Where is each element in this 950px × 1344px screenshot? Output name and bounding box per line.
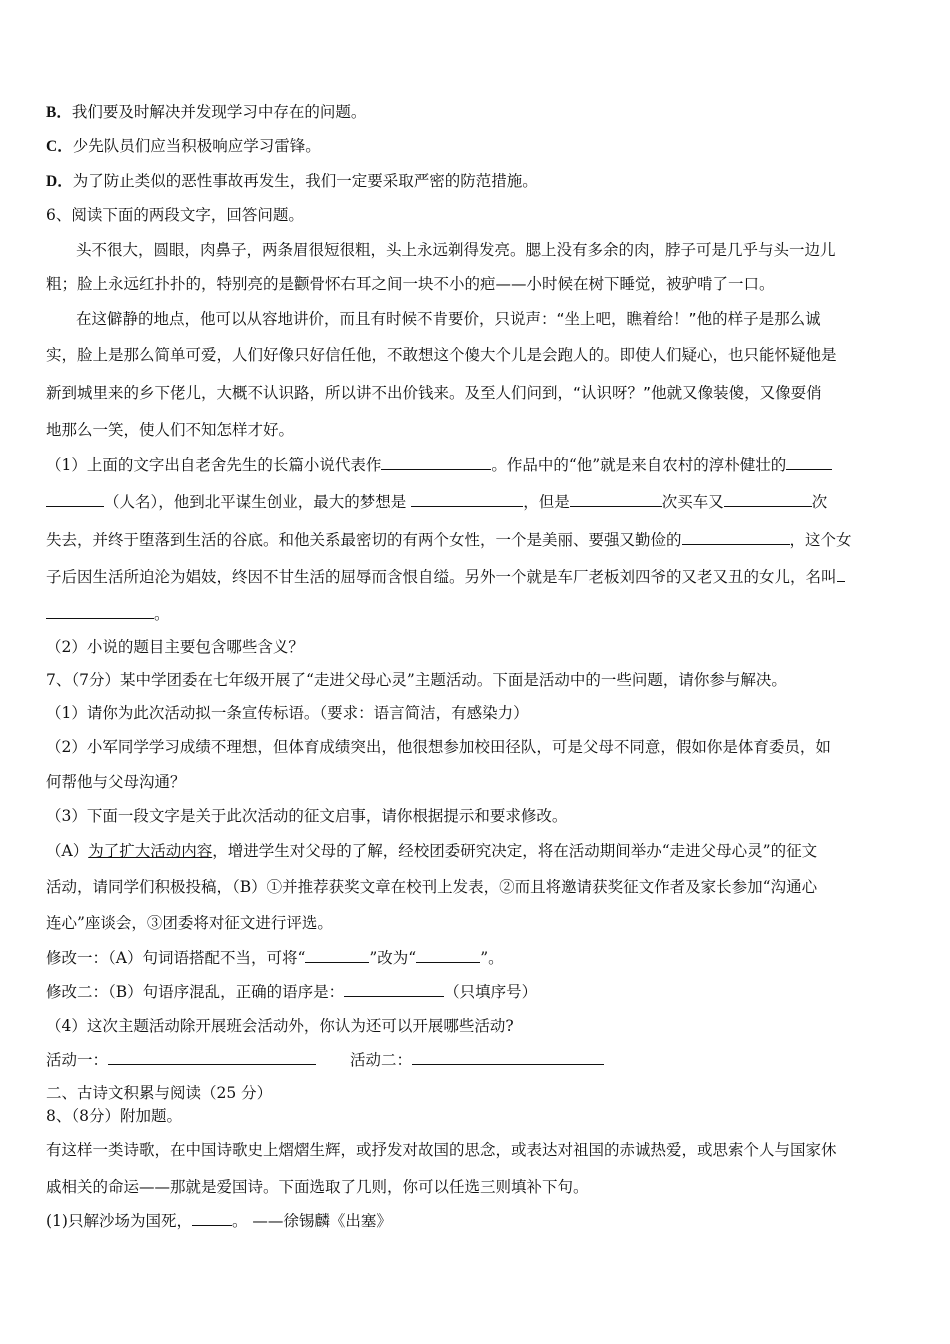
answer-blank-count1[interactable] bbox=[570, 492, 662, 507]
q7-paragraph-line1 bbox=[46, 841, 817, 861]
text: ”改为“ bbox=[369, 949, 417, 967]
q6-passage-line: 地那么一笑，使人们不知怎样才好。 bbox=[46, 421, 295, 439]
answer-blank-name-start[interactable] bbox=[786, 455, 832, 470]
q8-intro-line1: 有这样一类诗歌，在中国诗歌史上熠熠生辉，或抒发对故国的思念，或表达对祖国的赤诚热爱，或思索个人与国家休 bbox=[46, 1141, 837, 1159]
q7-activities bbox=[46, 1050, 604, 1070]
q6-sub1-line4 bbox=[46, 567, 845, 587]
q5-option-c bbox=[46, 136, 321, 157]
answer-blank-dream[interactable] bbox=[411, 492, 523, 507]
answer-blank-original[interactable] bbox=[305, 948, 369, 963]
answer-blank-activity2[interactable] bbox=[412, 1050, 604, 1065]
q6-passage-line: 新到城里来的乡下佬儿，大概不认识路，所以讲不出价钱来。及至人们问到，“认识呀？”他就又像装傻，又像耍俏 bbox=[46, 384, 822, 402]
text: 次 bbox=[811, 493, 828, 511]
text: 。 bbox=[154, 605, 170, 623]
q6-passage-line: 实，脸上是那么简单可爱，人们好像只好信任他，不敢想这个傻大个儿是会跑人的。即使人们疑心，也只能怀疑他是 bbox=[46, 346, 837, 364]
text: 子后因生活所迫沦为娼妓，终因不甘生活的屈辱而含恨自缢。另外一个就是车厂老板刘四爷的又老又丑的女儿，名叫 bbox=[46, 568, 837, 586]
q7-sub1: （1）请你为此次活动拟一条宣传标语。（要求：语言简洁，有感染力） bbox=[46, 704, 529, 722]
q6-sub1-line2 bbox=[46, 492, 827, 512]
q6-passage-line: 头不很大，圆眼，肉鼻子，两条眉很短很粗，头上永远剃得发亮。腮上没有多余的肉，脖子可是几乎与头一边儿 bbox=[76, 241, 836, 259]
text: 次买车又 bbox=[661, 493, 724, 511]
q7-fix2 bbox=[46, 982, 537, 1002]
section-title: 二、古诗文积累与阅读（25 分） bbox=[46, 1084, 273, 1102]
q7-fix1 bbox=[46, 948, 504, 968]
text: 。作品中的“他”就是来自农村的淳朴健壮的 bbox=[491, 456, 787, 474]
text: 失去，并终于堕落到生活的谷底。和他关系最密切的有两个女性，一个是美丽、要强又勤俭的 bbox=[46, 531, 682, 549]
text: （人名），他到北平谋生创业，最大的梦想是 bbox=[104, 493, 412, 511]
option-text: 少先队员们应当积极响应学习雷锋。 bbox=[72, 137, 321, 155]
answer-blank-novel[interactable] bbox=[381, 455, 491, 470]
text: 活动二： bbox=[350, 1051, 413, 1069]
q6-passage-line: 粗；脸上永远红扑扑的，特别亮的是颧骨怀右耳之间一块不小的疤——小时候在树下睡觉，被驴啃了一口。 bbox=[46, 275, 775, 293]
q6-sub1-line1 bbox=[46, 455, 832, 475]
text: ，这个女 bbox=[789, 531, 852, 549]
option-text: 我们要及时解决并发现学习中存在的问题。 bbox=[71, 103, 367, 121]
option-letter: C． bbox=[46, 138, 73, 155]
q5-option-b bbox=[46, 102, 366, 123]
text: (1)只解沙场为国死， bbox=[46, 1212, 192, 1230]
q5-option-d bbox=[46, 171, 538, 192]
q8-intro-line2: 戚相关的命运——那就是爱国诗。下面选取了几则，你可以任选三则填补下句。 bbox=[46, 1178, 589, 1196]
text: （只填序号） bbox=[444, 983, 538, 1001]
q8-item1 bbox=[46, 1211, 392, 1231]
text: ”。 bbox=[480, 949, 504, 967]
answer-blank-replacement[interactable] bbox=[416, 948, 480, 963]
text: ，但是 bbox=[523, 493, 570, 511]
q8-title: 8、（8分）附加题。 bbox=[46, 1107, 182, 1125]
answer-blank-activity1[interactable] bbox=[108, 1050, 316, 1065]
q7-paragraph-line2: 活动，请同学们积极投稿，（B）①并推荐获奖文章在校刊上发表，②而且将邀请获奖征文作者及家长参加“沟通心 bbox=[46, 878, 818, 896]
q7-title: 7、（7分）某中学团委在七年级开展了“走进父母心灵”主题活动。下面是活动中的一些问题，请你参与解决。 bbox=[46, 671, 787, 689]
answer-blank-name[interactable] bbox=[46, 492, 104, 507]
text: 。 ——徐锡麟《出塞》 bbox=[231, 1212, 392, 1230]
underlined-phrase: 为了扩大活动内容 bbox=[88, 842, 213, 860]
q6-title: 6、阅读下面的两段文字，回答问题。 bbox=[46, 206, 304, 224]
text: 修改一：（A）句词语搭配不当，可将“ bbox=[46, 949, 306, 967]
q7-sub2-line1: （2）小军同学学习成绩不理想，但体育成绩突出，他很想参加校田径队，可是父母不同意，假如你是体育委员，如 bbox=[46, 738, 831, 756]
text: 修改二：（B）句语序混乱，正确的语序是： bbox=[46, 983, 345, 1001]
answer-blank-female2-start[interactable] bbox=[837, 567, 845, 582]
text: 活动一： bbox=[46, 1051, 109, 1069]
text: （1）上面的文字出自老舍先生的长篇小说代表作 bbox=[46, 456, 382, 474]
q6-sub2: （2）小说的题目主要包含哪些含义？ bbox=[46, 638, 304, 656]
answer-blank-female2[interactable] bbox=[46, 604, 154, 619]
q7-sub3: （3）下面一段文字是关于此次活动的征文启事，请你根据提示和要求修改。 bbox=[46, 807, 568, 825]
answer-blank-count2[interactable] bbox=[724, 492, 812, 507]
answer-blank-poem[interactable] bbox=[192, 1211, 232, 1226]
option-letter: B． bbox=[46, 104, 72, 121]
q6-sub1-line5 bbox=[46, 604, 170, 624]
q6-passage-line: 在这僻静的地点，他可以从容地讲价，而且有时候不肯要价，只说声：“坐上吧，瞧着给！”他的样子是那么诚 bbox=[76, 310, 821, 328]
q7-paragraph-line3: 连心”座谈会，③团委将对征文进行评选。 bbox=[46, 914, 333, 932]
answer-blank-order[interactable] bbox=[344, 982, 444, 997]
option-text: 为了防止类似的恶性事故再发生，我们一定要采取严密的防范措施。 bbox=[72, 172, 538, 190]
option-letter: D． bbox=[46, 173, 73, 190]
q7-sub2-line2: 何帮他与父母沟通？ bbox=[46, 773, 186, 791]
text: ，增进学生对父母的了解，经校团委研究决定，将在活动期间举办“走进父母心灵”的征文 bbox=[212, 842, 818, 860]
q6-sub1-line3 bbox=[46, 530, 852, 550]
q7-sub4: （4）这次主题活动除开展班会活动外，你认为还可以开展哪些活动? bbox=[46, 1017, 514, 1035]
text: （A） bbox=[46, 842, 89, 860]
answer-blank-female1[interactable] bbox=[682, 530, 790, 545]
